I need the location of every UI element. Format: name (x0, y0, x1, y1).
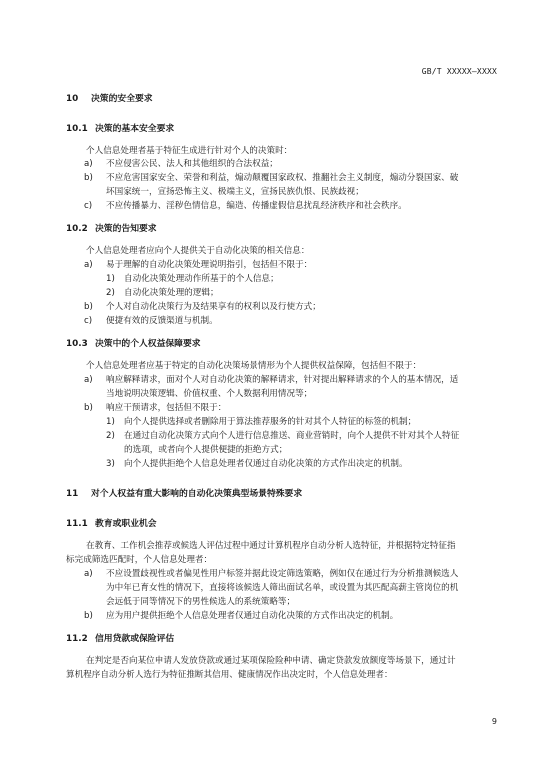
page-number: 9 (491, 717, 497, 726)
section-title: 决策的基本安全要求 (95, 124, 175, 134)
sublist-marker: 2) (106, 288, 115, 298)
list-marker: b) (84, 611, 93, 621)
list-item-continued: 会远低于同等情况下的男性候选人的系统策略等； (106, 597, 296, 607)
paragraph: 在判定是否向某位申请人发放贷款或通过某项保险险种申请、确定贷款发放额度等场景下，通过计 (86, 656, 456, 666)
paragraph: 个人信息处理者应基于特定的自动化决策场景情形为个人提供权益保障，包括但不限于： (86, 361, 422, 371)
section-title: 决策的安全要求 (91, 94, 153, 104)
paragraph-continued: 算机程序自动分析人选行为特征推断其信用、健康情况作出决定时，个人信息处理者： (66, 670, 393, 680)
list-marker: a) (84, 375, 93, 385)
list-item: 个人对自动化决策行为及结果享有的权利以及行使方式； (106, 302, 321, 312)
sublist-item: 自动化决策处理的逻辑； (124, 288, 219, 298)
paragraph: 个人信息处理者应向个人提供关于自动化决策的相关信息： (86, 246, 310, 256)
section-number: 10.2 (66, 224, 88, 234)
list-item-continued: 坏国家统一，宣扬恐怖主义、极端主义，宣扬民族仇恨、民族歧视； (106, 187, 364, 197)
list-marker: a) (84, 159, 93, 169)
section-number: 10.3 (66, 339, 88, 349)
paragraph: 在教育、工作机会推荐或候选人评估过程中通过计算机程序自动分析人选特征，并根据特定特征指 (86, 541, 456, 551)
list-marker: a) (84, 260, 93, 270)
section-10-heading (66, 93, 153, 105)
section-11-heading (66, 488, 302, 500)
sublist-item: 向个人提供选择或者删除用于算法推荐服务的针对其个人特征的标签的机制； (124, 417, 417, 427)
list-marker: c) (84, 201, 93, 211)
list-item: 易于理解的自动化决策处理说明指引，包括但不限于： (106, 260, 313, 270)
list-item: 不应危害国家安全、荣誉和利益，煽动颠覆国家政权、推翻社会主义制度，煽动分裂国家、破 (106, 173, 459, 183)
list-marker: b) (84, 173, 93, 183)
sublist-item-continued: 的选项，或者向个人提供便捷的拒绝方式； (124, 445, 288, 455)
section-title: 决策的告知要求 (95, 224, 157, 234)
section-10-2-heading (66, 223, 157, 235)
section-10-1-heading (66, 123, 174, 135)
sublist-marker: 2) (106, 431, 115, 441)
section-11-2-heading (66, 633, 174, 645)
list-marker: b) (84, 403, 93, 413)
sublist-marker: 3) (106, 459, 115, 469)
standard-id: GB/T XXXXX—XXXX (421, 67, 497, 76)
list-marker: b) (84, 302, 93, 312)
sublist-marker: 1) (106, 274, 115, 284)
section-number: 11.2 (66, 634, 88, 644)
list-marker: c) (84, 316, 93, 326)
section-title: 对个人权益有重大影响的自动化决策典型场景特殊要求 (91, 489, 303, 499)
section-10-3-heading (66, 338, 201, 350)
sublist-item: 在通过自动化决策方式向个人进行信息推送、商业营销时，向个人提供不针对其个人特征 (124, 431, 460, 441)
section-title: 教育或职业机会 (95, 519, 157, 529)
list-item: 不应传播暴力、淫秽色情信息，编造、传播虚假信息扰乱经济秩序和社会秩序。 (106, 201, 407, 211)
section-number: 11.1 (66, 519, 88, 529)
list-item: 不应设置歧视性或者偏见性用户标签并据此设定筛选策略，例如仅在通过行为分析推测候选人 (106, 569, 459, 579)
sublist-item: 自动化决策处理动作所基于的个人信息； (124, 274, 279, 284)
list-item-continued: 当地说明决策逻辑、价值权重、个人数据利用情况等； (106, 389, 313, 399)
section-11-1-heading (66, 518, 157, 530)
section-number: 10 (66, 94, 79, 104)
section-title: 信用贷款或保险评估 (95, 634, 175, 644)
list-item-continued: 为中年已育女性的情况下，直接将该候选人筛出面试名单，或设置为其匹配高薪主管岗位的机 (106, 583, 459, 593)
list-item: 响应解释请求，面对个人对自动化决策的解释请求，针对提出解释请求的个人的基本情况，适 (106, 375, 459, 385)
list-item: 应为用户提供拒绝个人信息处理者仅通过自动化决策的方式作出决定的机制。 (106, 611, 399, 621)
section-title: 决策中的个人权益保障要求 (95, 339, 201, 349)
paragraph-continued: 标完成筛选匹配时，个人信息处理者： (66, 555, 213, 565)
sublist-item: 向个人提供拒绝个人信息处理者仅通过自动化决策的方式作出决定的机制。 (124, 459, 408, 469)
section-number: 10.1 (66, 124, 88, 134)
sublist-marker: 1) (106, 417, 115, 427)
list-item: 便捷有效的反馈渠道与机制。 (106, 316, 218, 326)
section-number: 11 (66, 489, 79, 499)
list-item: 不应侵害公民、法人和其他组织的合法权益； (106, 159, 278, 169)
paragraph: 个人信息处理者基于特征生成进行针对个人的决策时： (86, 146, 293, 156)
list-item: 响应干预请求，包括但不限于： (106, 403, 227, 413)
list-marker: a) (84, 569, 93, 579)
